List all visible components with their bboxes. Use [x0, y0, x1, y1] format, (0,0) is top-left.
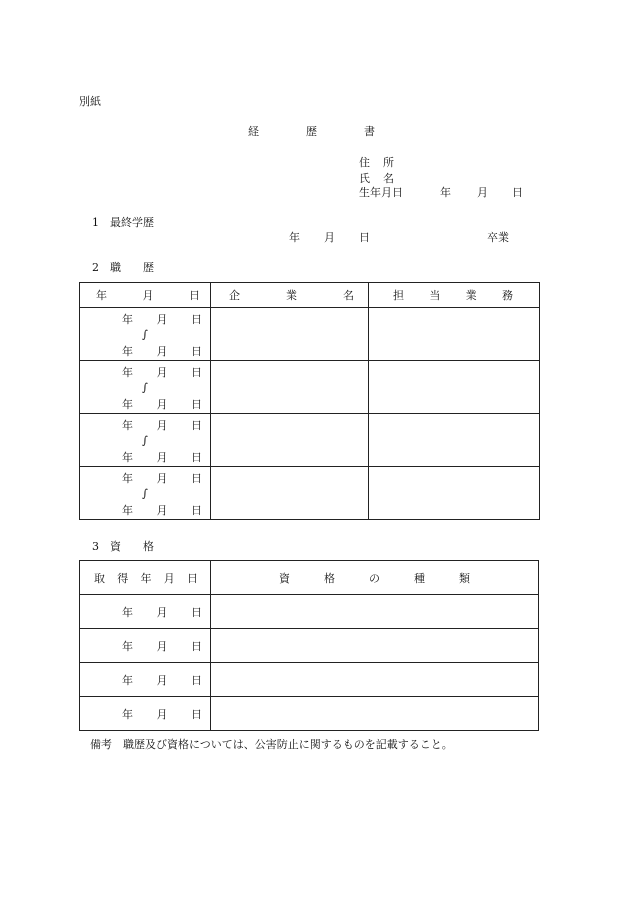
start-month: 月 [156, 419, 168, 432]
qual-header-date [80, 561, 211, 595]
birthdate-row [359, 186, 523, 199]
qual-header-date-char-1: 取 [94, 571, 105, 585]
qual-day: 日 [191, 707, 202, 721]
career-header-company [211, 283, 369, 308]
qual-header-type-char-1: 資 [279, 571, 290, 585]
career-row [80, 414, 540, 467]
career-header-duty [369, 283, 540, 308]
education-heading: 1 最終学歴 [92, 216, 154, 229]
end-month: 月 [156, 345, 168, 358]
career-table [79, 282, 540, 520]
career-table-header [80, 283, 540, 308]
range-separator: ∫ [142, 487, 148, 500]
attachment-label: 別紙 [79, 95, 101, 108]
qual-header-type-char-3: の [369, 571, 380, 585]
title-char-3: 書 [364, 125, 375, 138]
career-header-year: 年 [96, 289, 107, 302]
end-year: 年 [122, 398, 133, 411]
range-separator: ∫ [142, 381, 148, 394]
qual-month: 月 [156, 707, 168, 721]
start-year: 年 [122, 472, 133, 485]
qual-month: 月 [156, 673, 168, 687]
birthdate-label: 生年月日 [359, 186, 403, 199]
career-header-company-char-2: 業 [286, 289, 297, 302]
qual-type-cell[interactable] [211, 629, 539, 663]
career-header-duty-char-3: 業 [465, 289, 477, 302]
career-header-period [80, 283, 211, 308]
career-period-cell[interactable] [80, 361, 211, 414]
document-title [248, 125, 375, 138]
education-year: 年 [289, 231, 300, 244]
end-month: 月 [156, 504, 168, 517]
end-day: 日 [191, 504, 202, 517]
address-label-char-1: 住 [359, 156, 370, 169]
career-duty-cell[interactable] [369, 308, 540, 361]
career-row [80, 308, 540, 361]
qual-header-type-char-4: 種 [414, 571, 425, 585]
career-duty-cell[interactable] [369, 361, 540, 414]
qual-header-date-char-5: 日 [187, 571, 198, 585]
qual-header-type-char-2: 格 [324, 571, 335, 585]
qual-header-date-char-2: 得 [117, 571, 129, 585]
qual-month: 月 [156, 605, 168, 619]
career-company-cell[interactable] [211, 414, 369, 467]
career-company-cell[interactable] [211, 467, 369, 520]
end-day: 日 [191, 451, 202, 464]
career-duty-cell[interactable] [369, 414, 540, 467]
career-row [80, 467, 540, 520]
career-heading: 2 職 歴 [92, 261, 154, 274]
end-year: 年 [122, 451, 133, 464]
qual-header-date-char-4: 月 [163, 571, 175, 585]
end-month: 月 [156, 398, 168, 411]
range-separator: ∫ [142, 328, 148, 341]
qual-header-date-char-3: 年 [140, 571, 152, 585]
career-period-cell[interactable] [80, 467, 211, 520]
address-label [359, 156, 405, 169]
name-label [359, 172, 405, 185]
qual-day: 日 [191, 605, 202, 619]
qual-year: 年 [122, 707, 133, 721]
start-day: 日 [191, 419, 202, 432]
graduation-label: 卒業 [487, 231, 509, 244]
qualifications-table-header [80, 561, 539, 595]
birthdate-year: 年 [440, 186, 451, 199]
birthdate-day: 日 [512, 186, 523, 199]
start-day: 日 [191, 366, 202, 379]
career-company-cell[interactable] [211, 361, 369, 414]
start-year: 年 [122, 366, 133, 379]
education-day: 日 [359, 231, 370, 244]
end-day: 日 [191, 398, 202, 411]
qualification-row [80, 663, 539, 697]
end-month: 月 [156, 451, 168, 464]
name-label-char-2: 名 [383, 172, 394, 185]
qual-year: 年 [122, 605, 133, 619]
start-year: 年 [122, 419, 133, 432]
career-period-cell[interactable] [80, 308, 211, 361]
qualifications-table [79, 560, 539, 731]
end-day: 日 [191, 345, 202, 358]
career-header-company-char-1: 企 [229, 289, 240, 302]
qual-day: 日 [191, 639, 202, 653]
title-char-2: 歴 [306, 125, 317, 138]
qual-date-cell[interactable] [80, 663, 211, 697]
career-header-duty-char-1: 担 [393, 289, 404, 302]
qual-type-cell[interactable] [211, 595, 539, 629]
qual-day: 日 [191, 673, 202, 687]
career-row [80, 361, 540, 414]
qual-type-cell[interactable] [211, 697, 539, 731]
career-header-company-char-3: 名 [343, 289, 354, 302]
qualification-row [80, 629, 539, 663]
career-duty-cell[interactable] [369, 467, 540, 520]
range-separator: ∫ [142, 434, 148, 447]
qual-date-cell[interactable] [80, 595, 211, 629]
career-header-day: 日 [189, 289, 200, 302]
name-label-char-1: 氏 [359, 172, 370, 185]
start-month: 月 [156, 313, 168, 326]
career-company-cell[interactable] [211, 308, 369, 361]
qualification-row [80, 595, 539, 629]
qual-date-cell[interactable] [80, 697, 211, 731]
qual-type-cell[interactable] [211, 663, 539, 697]
qual-header-type [211, 561, 539, 595]
education-month: 月 [324, 231, 335, 244]
qualifications-heading: 3 資 格 [92, 540, 154, 553]
qual-month: 月 [156, 639, 168, 653]
end-year: 年 [122, 504, 133, 517]
qualification-row [80, 697, 539, 731]
career-header-duty-char-2: 当 [429, 289, 441, 302]
start-day: 日 [191, 472, 202, 485]
remarks-note: 備考 職歴及び資格については、公害防止に関するものを記載すること。 [90, 738, 453, 751]
start-month: 月 [156, 472, 168, 485]
career-header-month: 月 [142, 289, 154, 302]
start-day: 日 [191, 313, 202, 326]
start-year: 年 [122, 313, 133, 326]
end-year: 年 [122, 345, 133, 358]
qual-header-type-char-5: 類 [459, 571, 470, 585]
career-period-cell[interactable] [80, 414, 211, 467]
address-label-char-2: 所 [383, 156, 394, 169]
title-char-1: 経 [248, 125, 259, 138]
qual-year: 年 [122, 639, 133, 653]
career-header-duty-char-4: 務 [501, 289, 513, 302]
birthdate-month: 月 [477, 186, 488, 199]
qual-year: 年 [122, 673, 133, 687]
start-month: 月 [156, 366, 168, 379]
qual-date-cell[interactable] [80, 629, 211, 663]
